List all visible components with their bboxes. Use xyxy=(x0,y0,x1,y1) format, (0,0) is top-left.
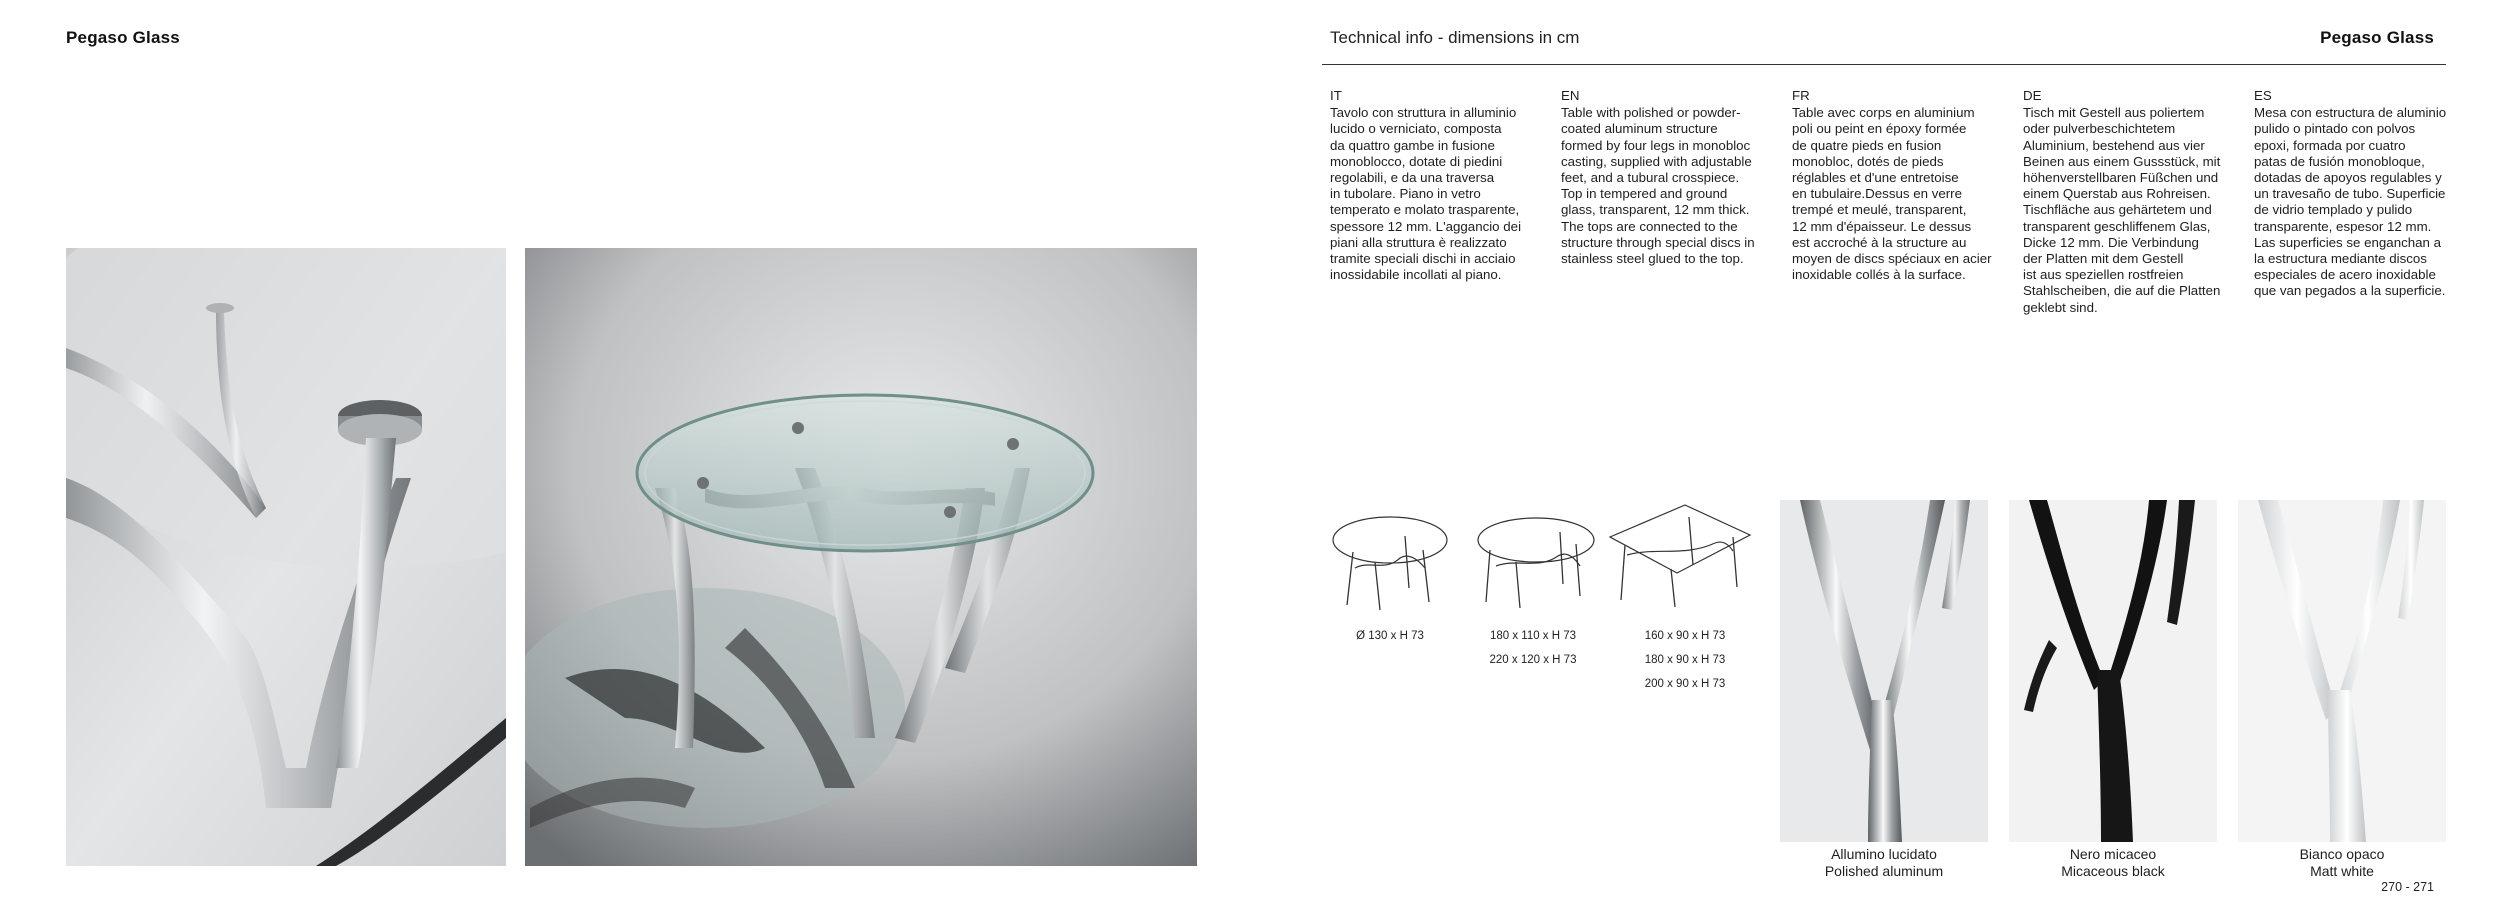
dimension-oval-1: 180 x 110 x H 73 xyxy=(1489,630,1577,642)
finish-white-caption xyxy=(2237,846,2447,880)
description-en xyxy=(1561,88,1775,267)
description-fr xyxy=(1792,88,2006,283)
description-text: Mesa con estructura de aluminio pulido o pintado con polvos epoxi, formada por cuatro patas de fusión monobloque, dotadas de apoyos regulables y un travesaño de tubo. Superficie de vidrio templado y pulido transparente, espesor 12 mm. Las superficies se enganchan a la estructura mediante discos especiales de acero inoxidable que van pegados a la superficie. xyxy=(2254,105,2447,299)
leg-closeup-image xyxy=(66,248,506,866)
dimension-rect-3: 200 x 90 x H 73 xyxy=(1644,678,1726,690)
finish-white-name-it: Bianco opaco xyxy=(2299,846,2385,862)
finish-polished-name-it: Allumino lucidato xyxy=(1831,846,1937,862)
description-es xyxy=(2254,88,2468,300)
description-text: Tisch mit Gestell aus poliertem oder pulverbeschichtetem Aluminium, bestehend aus vier Beinen aus einem Gussstück, mit höhenverstellbaren Füßchen und einem Querstab aus Rohreisen. Tischfläche aus gehärtetem und transparent geschliffenem Glas, Dicke 12 mm. Die Verbindung der Platten mit dem Gestell ist aus speziellen rostfreien Stahlscheiben, die auf die Platten geklebt sind. xyxy=(2023,105,2221,315)
finish-black-photo xyxy=(2009,500,2217,842)
description-it xyxy=(1330,88,1544,283)
page-numbers: 270 - 271 xyxy=(2381,880,2434,894)
description-text: Table with polished or powder- coated aluminum structure formed by four legs in monobloc casting, supplied with adjustable feet, and a tubural crosspiece. Top in tempered and ground glass, transparent, 12 mm thick. The tops are connected to the structure through special discs in stainless steel glued to the top. xyxy=(1561,105,1755,267)
dimension-oval-2: 220 x 120 x H 73 xyxy=(1489,654,1577,666)
description-lang: ES xyxy=(2254,88,2272,103)
table-image xyxy=(525,248,1197,866)
description-de xyxy=(2023,88,2237,316)
finish-polished-name-en: Polished aluminum xyxy=(1824,863,1944,879)
oval-table-drawing xyxy=(1468,510,1598,625)
description-lang: DE xyxy=(2023,88,2042,103)
finish-white-photo xyxy=(2238,500,2446,842)
left-page-title: Pegaso Glass xyxy=(66,28,180,47)
finish-black-name-en: Micaceous black xyxy=(2061,863,2165,879)
table-photo xyxy=(525,248,1197,866)
tech-info-heading: Technical info - dimensions in cm xyxy=(1330,28,1580,47)
finish-polished-image xyxy=(1780,500,1988,842)
description-text: Table avec corps en aluminium poli ou peint en époxy formée de quatre pieds en fusion monobloc, dotés de pieds réglables et d'une entretoise en tubulaire.Dessus en verre trempé et meulé, transparent, 12 mm d'épaisseur. Le dessus est accroché à la structure au moyen de discs spéciaux en acier inoxidable collés à la surface. xyxy=(1792,105,1992,283)
finish-black-image xyxy=(2009,500,2217,842)
description-text: Tavolo con struttura in alluminio lucido o verniciato, composta da quattro gambe in fusione monoblocco, dotate di piedini regolabili, e da una traversa in tubolare. Piano in vetro temperato e molato trasparente, spessore 12 mm. L'aggancio dei piani alla struttura è realizzato tramite speciali dischi in acciaio inossidabile incollati al piano. xyxy=(1330,105,1522,283)
finish-black-name-it: Nero micaceo xyxy=(2069,846,2157,862)
right-page-title: Pegaso Glass xyxy=(2320,28,2434,47)
description-lang: EN xyxy=(1561,88,1580,103)
description-lang: FR xyxy=(1792,88,1810,103)
finish-polished-caption xyxy=(1779,846,1989,880)
dimension-rect-1: 160 x 90 x H 73 xyxy=(1644,630,1726,642)
dimension-rect-2: 180 x 90 x H 73 xyxy=(1644,654,1726,666)
finish-black-caption xyxy=(2008,846,2218,880)
description-lang: IT xyxy=(1330,88,1342,103)
round-table-drawing xyxy=(1325,510,1455,625)
finish-white-name-en: Matt white xyxy=(2310,863,2374,879)
finish-polished-photo xyxy=(1780,500,1988,842)
leg-closeup-photo xyxy=(66,248,506,866)
dimension-round-1: Ø 130 x H 73 xyxy=(1356,630,1424,642)
rectangular-table-drawing xyxy=(1605,495,1755,615)
finish-white-image xyxy=(2238,500,2446,842)
header-divider xyxy=(1322,64,2446,65)
